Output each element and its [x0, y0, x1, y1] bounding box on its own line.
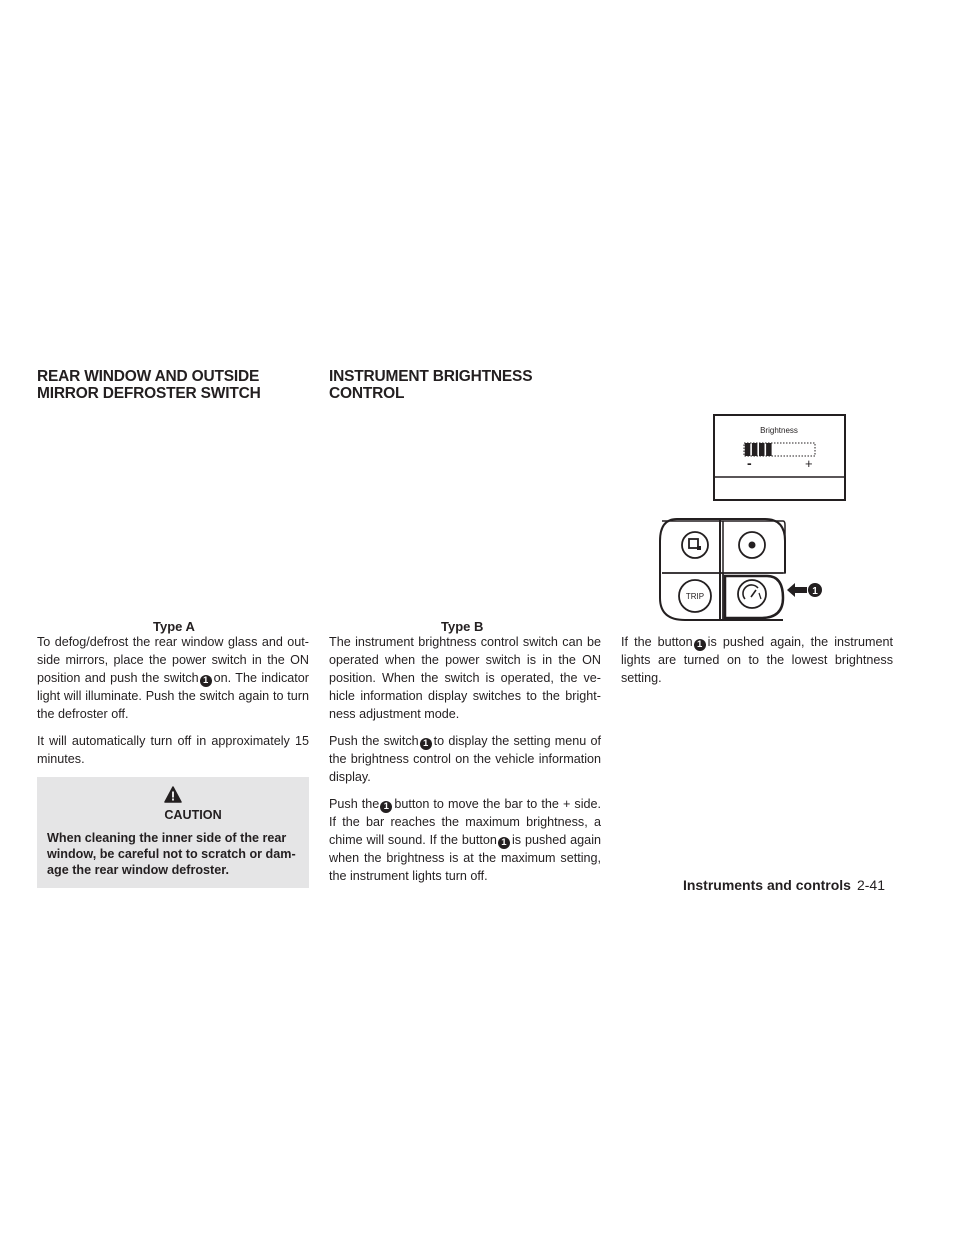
display-switch-button[interactable] — [682, 532, 708, 558]
brightness-continued-column — [621, 633, 893, 696]
figure-caption-type-b: Type B — [441, 619, 484, 634]
display-title: Brightness — [760, 426, 798, 435]
brightness-segment — [752, 443, 758, 456]
section-heading-defroster — [37, 368, 261, 402]
page-number: 2-41 — [856, 877, 885, 893]
callout-number: 1 — [812, 586, 818, 597]
callout-1-icon: 1 — [380, 801, 392, 813]
paragraph: Push the 1 button to move the bar to the + side. If the bar reaches the maximum brightness, a chime will sound. If the button 1 is pushed again when the brightness is at the maximum setting, the instrument lights turn off. — [329, 797, 602, 883]
callout-1-icon: 1 — [498, 837, 510, 849]
figure-caption-type-a: Type A — [153, 619, 195, 634]
callout-arrow-icon — [787, 583, 822, 597]
brightness-segment — [766, 443, 772, 456]
trip-button[interactable] — [679, 580, 711, 612]
vehicle-information-display — [714, 415, 845, 500]
minus-label: - — [747, 455, 752, 471]
heading-line: MIRROR DEFROSTER SWITCH — [37, 385, 261, 402]
switch-panel — [660, 519, 822, 620]
heading-line: REAR WINDOW AND OUTSIDE — [37, 368, 260, 385]
brightness-bar — [744, 443, 815, 456]
trip-label: TRIP — [685, 592, 705, 601]
callout-1-icon: 1 — [420, 738, 432, 750]
warning-triangle-icon — [164, 786, 182, 803]
caution-text: When cleaning the inner side of the rear window, be careful not to scratch or dam-age the rear window defroster. — [47, 831, 296, 877]
brightness-switch-button[interactable] — [725, 576, 783, 618]
footer-section-title: Instruments and controls — [682, 877, 851, 893]
paragraph: Push the switch 1 to display the setting menu of the brightness control on the vehicle information display. — [329, 734, 601, 784]
enter-button[interactable] — [739, 532, 765, 558]
section-heading-brightness — [329, 368, 532, 402]
heading-line: INSTRUMENT BRIGHTNESS — [329, 368, 533, 385]
brightness-segment — [759, 443, 765, 456]
paragraph: If the button 1 is pushed again, the instrument lights are turned on to the lowest brightness setting. — [621, 635, 893, 685]
callout-1-icon: 1 — [200, 675, 212, 687]
paragraph: The instrument brightness control switch can be operated when the power switch is in the ON position. When the switch is operated, the ve-hicle information display switches to the bright-ness adjustment mode. — [329, 635, 601, 721]
defroster-text-column — [37, 633, 309, 888]
caution-box — [37, 777, 309, 888]
brightness-figure — [655, 413, 850, 623]
callout-1-icon: 1 — [694, 639, 706, 651]
page-footer — [683, 877, 885, 893]
paragraph: It will automatically turn off in approximately 15 minutes. — [37, 734, 309, 766]
paragraph: To defog/defrost the rear window glass and out-side mirrors, place the power switch in the ON position and push the switch 1 on. The indicator light will illuminate. Push the switch again to turn the defroster off. — [37, 635, 309, 721]
plus-label: + — [805, 456, 813, 471]
heading-line: CONTROL — [329, 385, 405, 402]
caution-title: CAUTION — [164, 808, 222, 822]
brightness-text-column — [329, 633, 601, 894]
